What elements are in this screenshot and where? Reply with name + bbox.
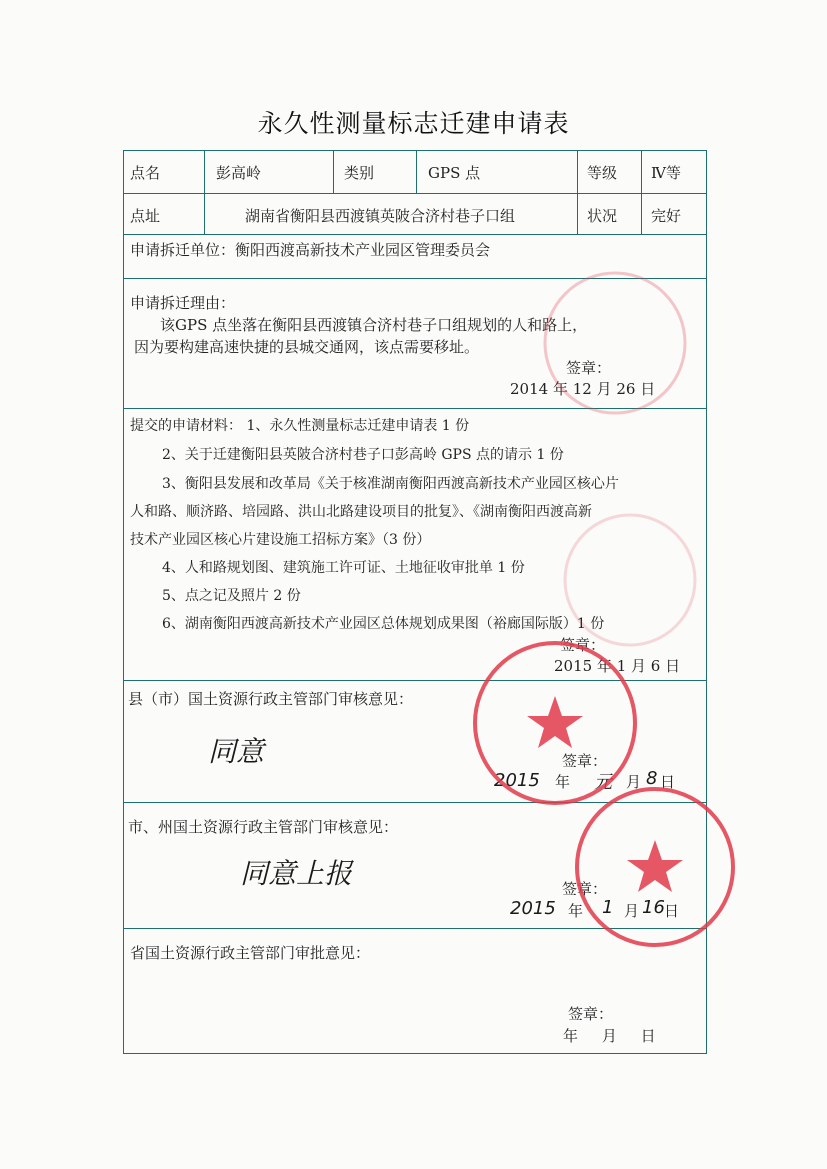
city-sign-label: 签章： xyxy=(562,880,608,898)
materials-line: 6、湖南衡阳西渡高新技术产业园区总体规划成果图（裕廊国际版）1 份 xyxy=(162,616,605,632)
city-month-char: 月 xyxy=(624,902,640,920)
address-label: 点址 xyxy=(130,207,161,225)
row-divider xyxy=(123,193,707,194)
col-divider xyxy=(333,150,334,193)
county-review-label: 县（市）国土资源行政主管部门审核意见： xyxy=(128,690,414,708)
page-title: 永久性测量标志迁建申请表 xyxy=(257,109,570,138)
city-year-char: 年 xyxy=(568,902,584,920)
address-value: 湖南省衡阳县西渡镇英陂合济村巷子口组 xyxy=(245,207,516,225)
type-value: GPS 点 xyxy=(428,164,481,182)
county-day-char: 日 xyxy=(660,773,676,791)
county-month-char: 月 xyxy=(626,773,642,791)
materials-date: 2015 年 1 月 6 日 xyxy=(554,657,681,675)
county-handwritten-opinion: 同意 xyxy=(208,735,265,768)
grade-label: 等级 xyxy=(587,164,618,182)
col-divider xyxy=(416,150,417,193)
materials-line: 3、衡阳县发展和改革局《关于核准湖南衡阳西渡高新技术产业园区核心片 xyxy=(162,476,619,492)
city-date-day: 16 xyxy=(642,897,665,918)
type-label: 类别 xyxy=(344,164,375,182)
col-divider xyxy=(641,150,642,234)
materials-line: 4、人和路规划图、建筑施工许可证、土地征收审批单 1 份 xyxy=(162,560,525,576)
row-divider xyxy=(123,234,707,235)
materials-sign-label: 签章： xyxy=(560,636,606,654)
row-divider xyxy=(123,928,707,929)
county-date-month: 元 xyxy=(594,772,612,793)
reason-label: 申请拆迁理由： xyxy=(130,294,236,312)
applicant-unit: 申请拆迁单位：衡阳西渡高新技术产业园区管理委员会 xyxy=(130,241,491,259)
reason-text-line: 该GPS 点坐落在衡阳县西渡镇合济村巷子口组规划的人和路上， xyxy=(160,316,588,334)
city-review-label: 市、州国土资源行政主管部门审核意见： xyxy=(128,818,399,836)
province-sign-label: 签章： xyxy=(568,1005,614,1023)
point-name-label: 点名 xyxy=(130,164,161,182)
status-label: 状况 xyxy=(587,207,618,225)
province-review-label: 省国土资源行政主管部门审批意见： xyxy=(130,944,371,962)
materials-line: 2、关于迁建衡阳县英陂合济村巷子口彭高岭 GPS 点的请示 1 份 xyxy=(162,447,564,463)
city-date-year: 2015 xyxy=(510,898,556,919)
status-value: 完好 xyxy=(651,207,682,225)
col-divider xyxy=(204,150,205,234)
reason-sign-label: 签章： xyxy=(566,359,612,377)
reason-date: 2014 年 12 月 26 日 xyxy=(510,380,656,398)
city-date-month: 1 xyxy=(602,897,614,918)
row-divider xyxy=(123,680,707,681)
city-day-char: 日 xyxy=(664,902,680,920)
grade-value: Ⅳ等 xyxy=(651,164,681,182)
county-date-year: 2015 xyxy=(494,770,540,791)
county-sign-label: 签章： xyxy=(562,752,608,770)
materials-line: 技术产业园区核心片建设施工招标方案》（3 份） xyxy=(130,532,431,548)
point-name-value: 彭高岭 xyxy=(216,164,262,182)
row-divider xyxy=(123,278,707,279)
row-divider xyxy=(123,802,707,803)
materials-line: 人和路、顺济路、培园路、洪山北路建设项目的批复》、《湖南衡阳西渡高新 xyxy=(130,504,592,520)
col-divider xyxy=(577,150,578,234)
materials-line: 5、点之记及照片 2 份 xyxy=(162,588,301,604)
materials-line: 提交的申请材料： 1、永久性测量标志迁建申请表 1 份 xyxy=(130,418,470,434)
row-divider xyxy=(123,408,707,409)
province-date: 年 月 日 xyxy=(563,1027,656,1045)
reason-text-line: 因为要构建高速快捷的县城交通网，该点需要移址。 xyxy=(134,338,480,356)
city-handwritten-opinion: 同意上报 xyxy=(240,857,353,890)
county-year-char: 年 xyxy=(555,773,571,791)
county-date-day: 8 xyxy=(646,768,658,789)
